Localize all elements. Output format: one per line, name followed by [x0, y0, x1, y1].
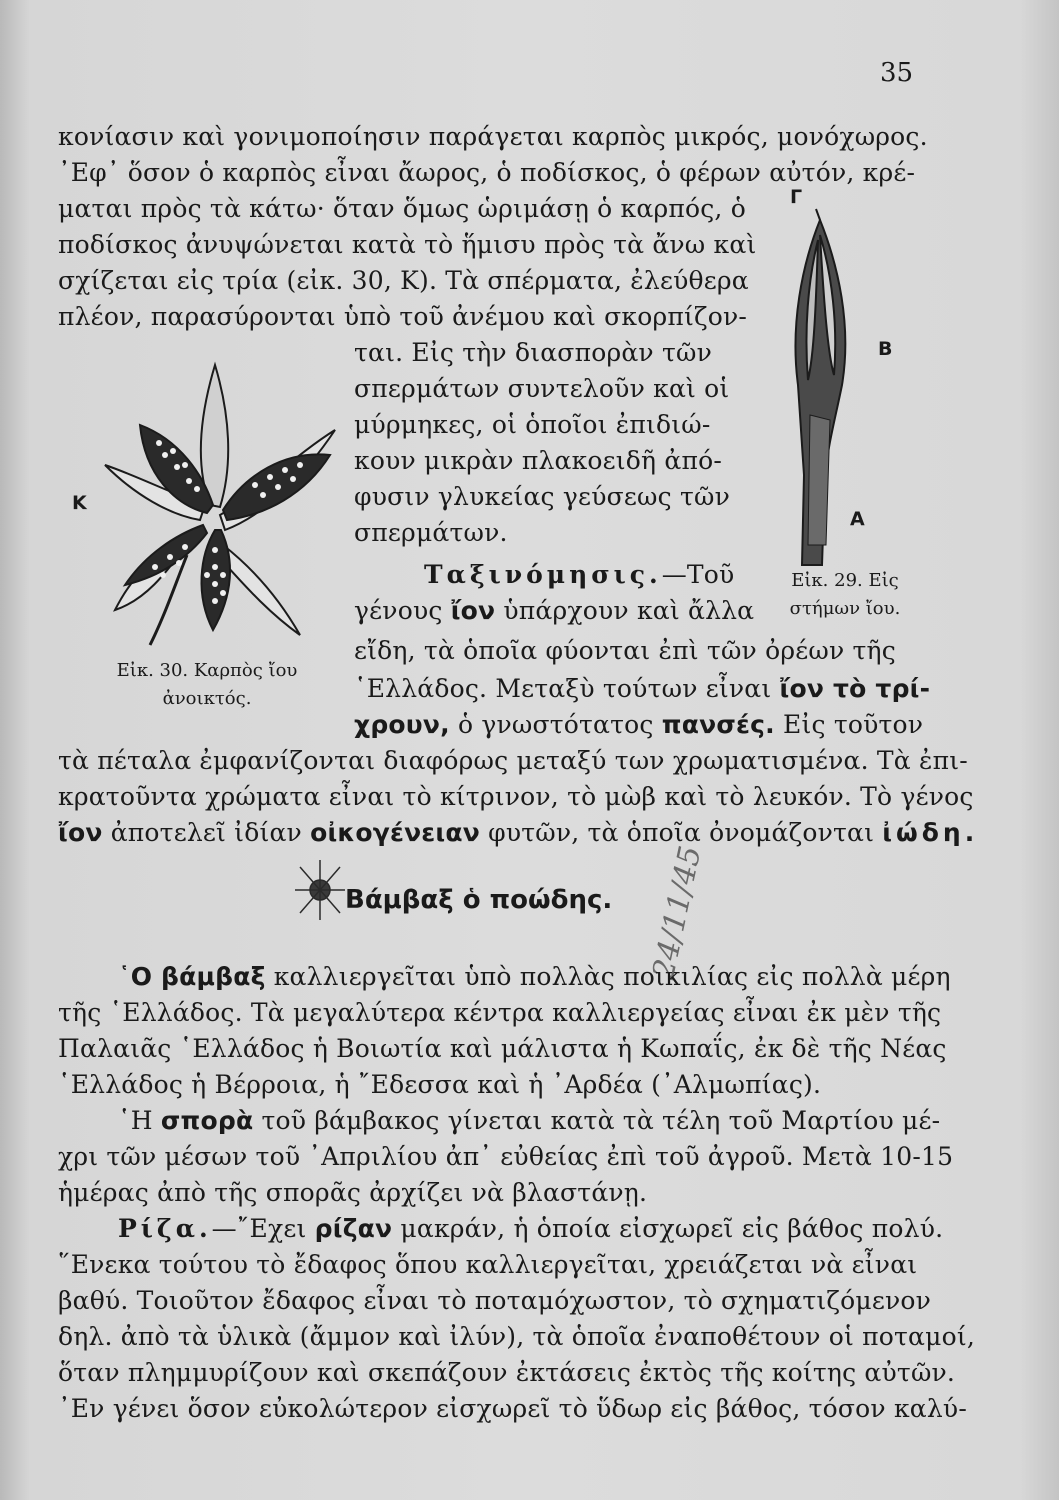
taxonomy-heading: Ταξινόμησις. [424, 560, 662, 589]
text-fragment: ὁ γνωστότατος [449, 710, 662, 739]
figure-29-label-bottom: Α [850, 508, 865, 530]
text-line: ὅταν πλημμυρίζουν καὶ σκεπάζουν ἐκτάσεις ἐκτὸς τῆς κοίτης αὐτῶν. [58, 1358, 956, 1387]
text-line: τῆς ῾Ελλάδος. Τὰ μεγαλύτερα κέντρα καλλιεργείας εἶναι ἐκ μὲν τῆς [58, 998, 942, 1027]
figure-29-stamen-illustration [780, 215, 860, 575]
figure-30-caption: Εἰκ. 30. Καρπὸς ἴου [116, 660, 298, 681]
bold-term: χρουν, [354, 710, 450, 739]
text-line: κουν μικρὰν πλακοειδῆ ἀπό- [354, 446, 722, 475]
text-fragment: φυτῶν, τὰ ὁποῖα ὀνομάζονται [479, 818, 883, 847]
text-fragment: Εἰς τοῦτον [774, 710, 924, 739]
text-line: ἡμέρας ἀπὸ τῆς σπορᾶς ἀρχίζει νὰ βλαστάνῃ. [58, 1178, 648, 1207]
text-fragment: μακράν, ἡ ὁποία εἰσχωρεῖ εἰς βάθος πολύ. [392, 1214, 944, 1243]
bold-term: ἴον [450, 596, 496, 625]
text-line: εἴδη, τὰ ὁποῖα φύονται ἐπὶ τῶν ὀρέων τῆς [354, 636, 896, 665]
text-fragment: γένους [354, 596, 451, 625]
text-line: κρατοῦντα χρώματα εἶναι τὸ κίτρινον, τὸ μὼβ καὶ τὸ λευκόν. Τὸ γένος [58, 782, 974, 811]
figure-29-label-top: Γ [790, 186, 803, 208]
text-line: ται. Εἰς τὴν διασπορὰν τῶν [354, 338, 712, 367]
text-fragment: καλλιεργεῖται ὑπὸ πολλὰς ποικιλίας εἰς πολλὰ μέρη [265, 962, 951, 991]
text-line [354, 710, 923, 739]
text-fragment: ὑπάρχουν καὶ ἄλλα [495, 596, 755, 625]
text-line: σχίζεται εἰς τρία (εἰκ. 30, Κ). Τὰ σπέρματα, ἐλεύθερα [58, 266, 749, 295]
text-line: κονίασιν καὶ γονιμοποίησιν παράγεται καρπὸς μικρός, μονόχωρος. [58, 122, 928, 151]
text-line: τὰ πέταλα ἐμφανίζονται διαφόρως μεταξύ των χρωματισμένα. Τὰ ἐπι- [58, 746, 968, 775]
text-line: ῾Ελλάδος ἡ Βέρροια, ἡ ῎Εδεσσα καὶ ἡ ᾿Αρδέα (᾿Αλμωπίας). [58, 1070, 822, 1099]
bold-term: σπορὰ [160, 1106, 254, 1135]
text-line [118, 1106, 940, 1135]
text-line: πλέον, παρασύρονται ὑπὸ τοῦ ἀνέμου καὶ σκορπίζον- [58, 302, 748, 331]
text-line: μαται πρὸς τὰ κάτω· ὅταν ὅμως ὡριμάσῃ ὁ καρπός, ὁ [58, 194, 746, 223]
text-line: Παλαιᾶς ῾Ελλάδος ἡ Βοιωτία καὶ μάλιστα ἡ Κωπαΐς, ἐκ δὲ τῆς Νέας [58, 1034, 947, 1063]
figure-29-label-mid: Β [878, 338, 893, 360]
section-heading: Βάμβαξ ὁ ποώδης. [345, 885, 613, 915]
text-line [118, 962, 951, 991]
text-line: ῞Ενεκα τούτου τὸ ἔδαφος ὅπου καλλιεργεῖται, χρειάζεται νὰ εἶναι [58, 1250, 918, 1279]
text-line: χρι τῶν μέσων τοῦ ᾿Απριλίου ἀπ᾿ εὐθείας ἐπὶ τοῦ ἀγροῦ. Μετὰ 10-15 [58, 1142, 954, 1171]
bold-term: πανσές. [661, 710, 775, 739]
figure-29-caption: στήμων ἴου. [789, 598, 901, 619]
page-number: 35 [880, 58, 914, 88]
bold-term: οἰκογένειαν [310, 818, 480, 847]
bold-term: ἴον [58, 818, 103, 847]
text-line: μύρμηκες, οἱ ὁποῖοι ἐπιδιώ- [354, 410, 711, 439]
figure-30-fruit-illustration [95, 355, 345, 655]
figure-30-label: Κ [72, 492, 87, 514]
text-line: ᾿Εφ᾿ ὅσον ὁ καρπὸς εἶναι ἄωρος, ὁ ποδίσκος, ὁ φέρων αὐτόν, κρέ- [58, 158, 916, 187]
ink-stamp-mark [290, 855, 350, 925]
bold-term: ἴον τὸ τρί- [779, 674, 931, 703]
text-line: σπερμάτων. [354, 518, 508, 547]
text-line: ποδίσκος ἀνυψώνεται κατὰ τὸ ἥμισυ πρὸς τὰ ἄνω καὶ [58, 230, 757, 259]
text-fragment: ῾Η [118, 1106, 161, 1135]
text-fragment: —῎Εχει [211, 1214, 315, 1243]
text-fragment: —Τοῦ [661, 560, 735, 589]
text-line: σπερμάτων συντελοῦν καὶ οἱ [354, 374, 730, 403]
figure-29-caption: Εἰκ. 29. Εἰς [791, 570, 899, 591]
text-line [354, 596, 754, 625]
text-line [424, 560, 734, 589]
handwritten-annotation: 24/11/45 [646, 842, 709, 983]
bold-term: ρίζαν [314, 1214, 393, 1243]
text-line [118, 1214, 943, 1243]
text-line [58, 818, 978, 847]
text-line: βαθύ. Τοιοῦτον ἔδαφος εἶναι τὸ ποταμόχωστον, τὸ σχηματιζόμενον [58, 1286, 932, 1315]
text-line: φυσιν γλυκείας γεύσεως τῶν [354, 482, 730, 511]
text-fragment: ῾Ελλάδος. Μεταξὺ τούτων εἶναι [354, 674, 780, 703]
text-line: ᾿Εν γένει ὅσον εὐκολώτερον εἰσχωρεῖ τὸ ὕδωρ εἰς βάθος, τόσον καλύ- [58, 1394, 967, 1423]
text-fragment: ἀποτελεῖ ἰδίαν [102, 818, 311, 847]
figure-30-caption: ἀνοικτός. [162, 688, 252, 709]
text-line [354, 674, 930, 703]
bold-term: ἰώδη. [882, 818, 979, 847]
text-fragment: τοῦ βάμβακος γίνεται κατὰ τὰ τέλη τοῦ Μαρτίου μέ- [253, 1106, 941, 1135]
bold-term: ῾Ο βάμβαξ [118, 962, 266, 991]
root-heading: Ρίζα. [118, 1214, 212, 1243]
text-line: δηλ. ἀπὸ τὰ ὑλικὰ (ἄμμον καὶ ἰλύν), τὰ ὁποῖα ἐναποθέτουν οἱ ποταμοί, [58, 1322, 975, 1351]
